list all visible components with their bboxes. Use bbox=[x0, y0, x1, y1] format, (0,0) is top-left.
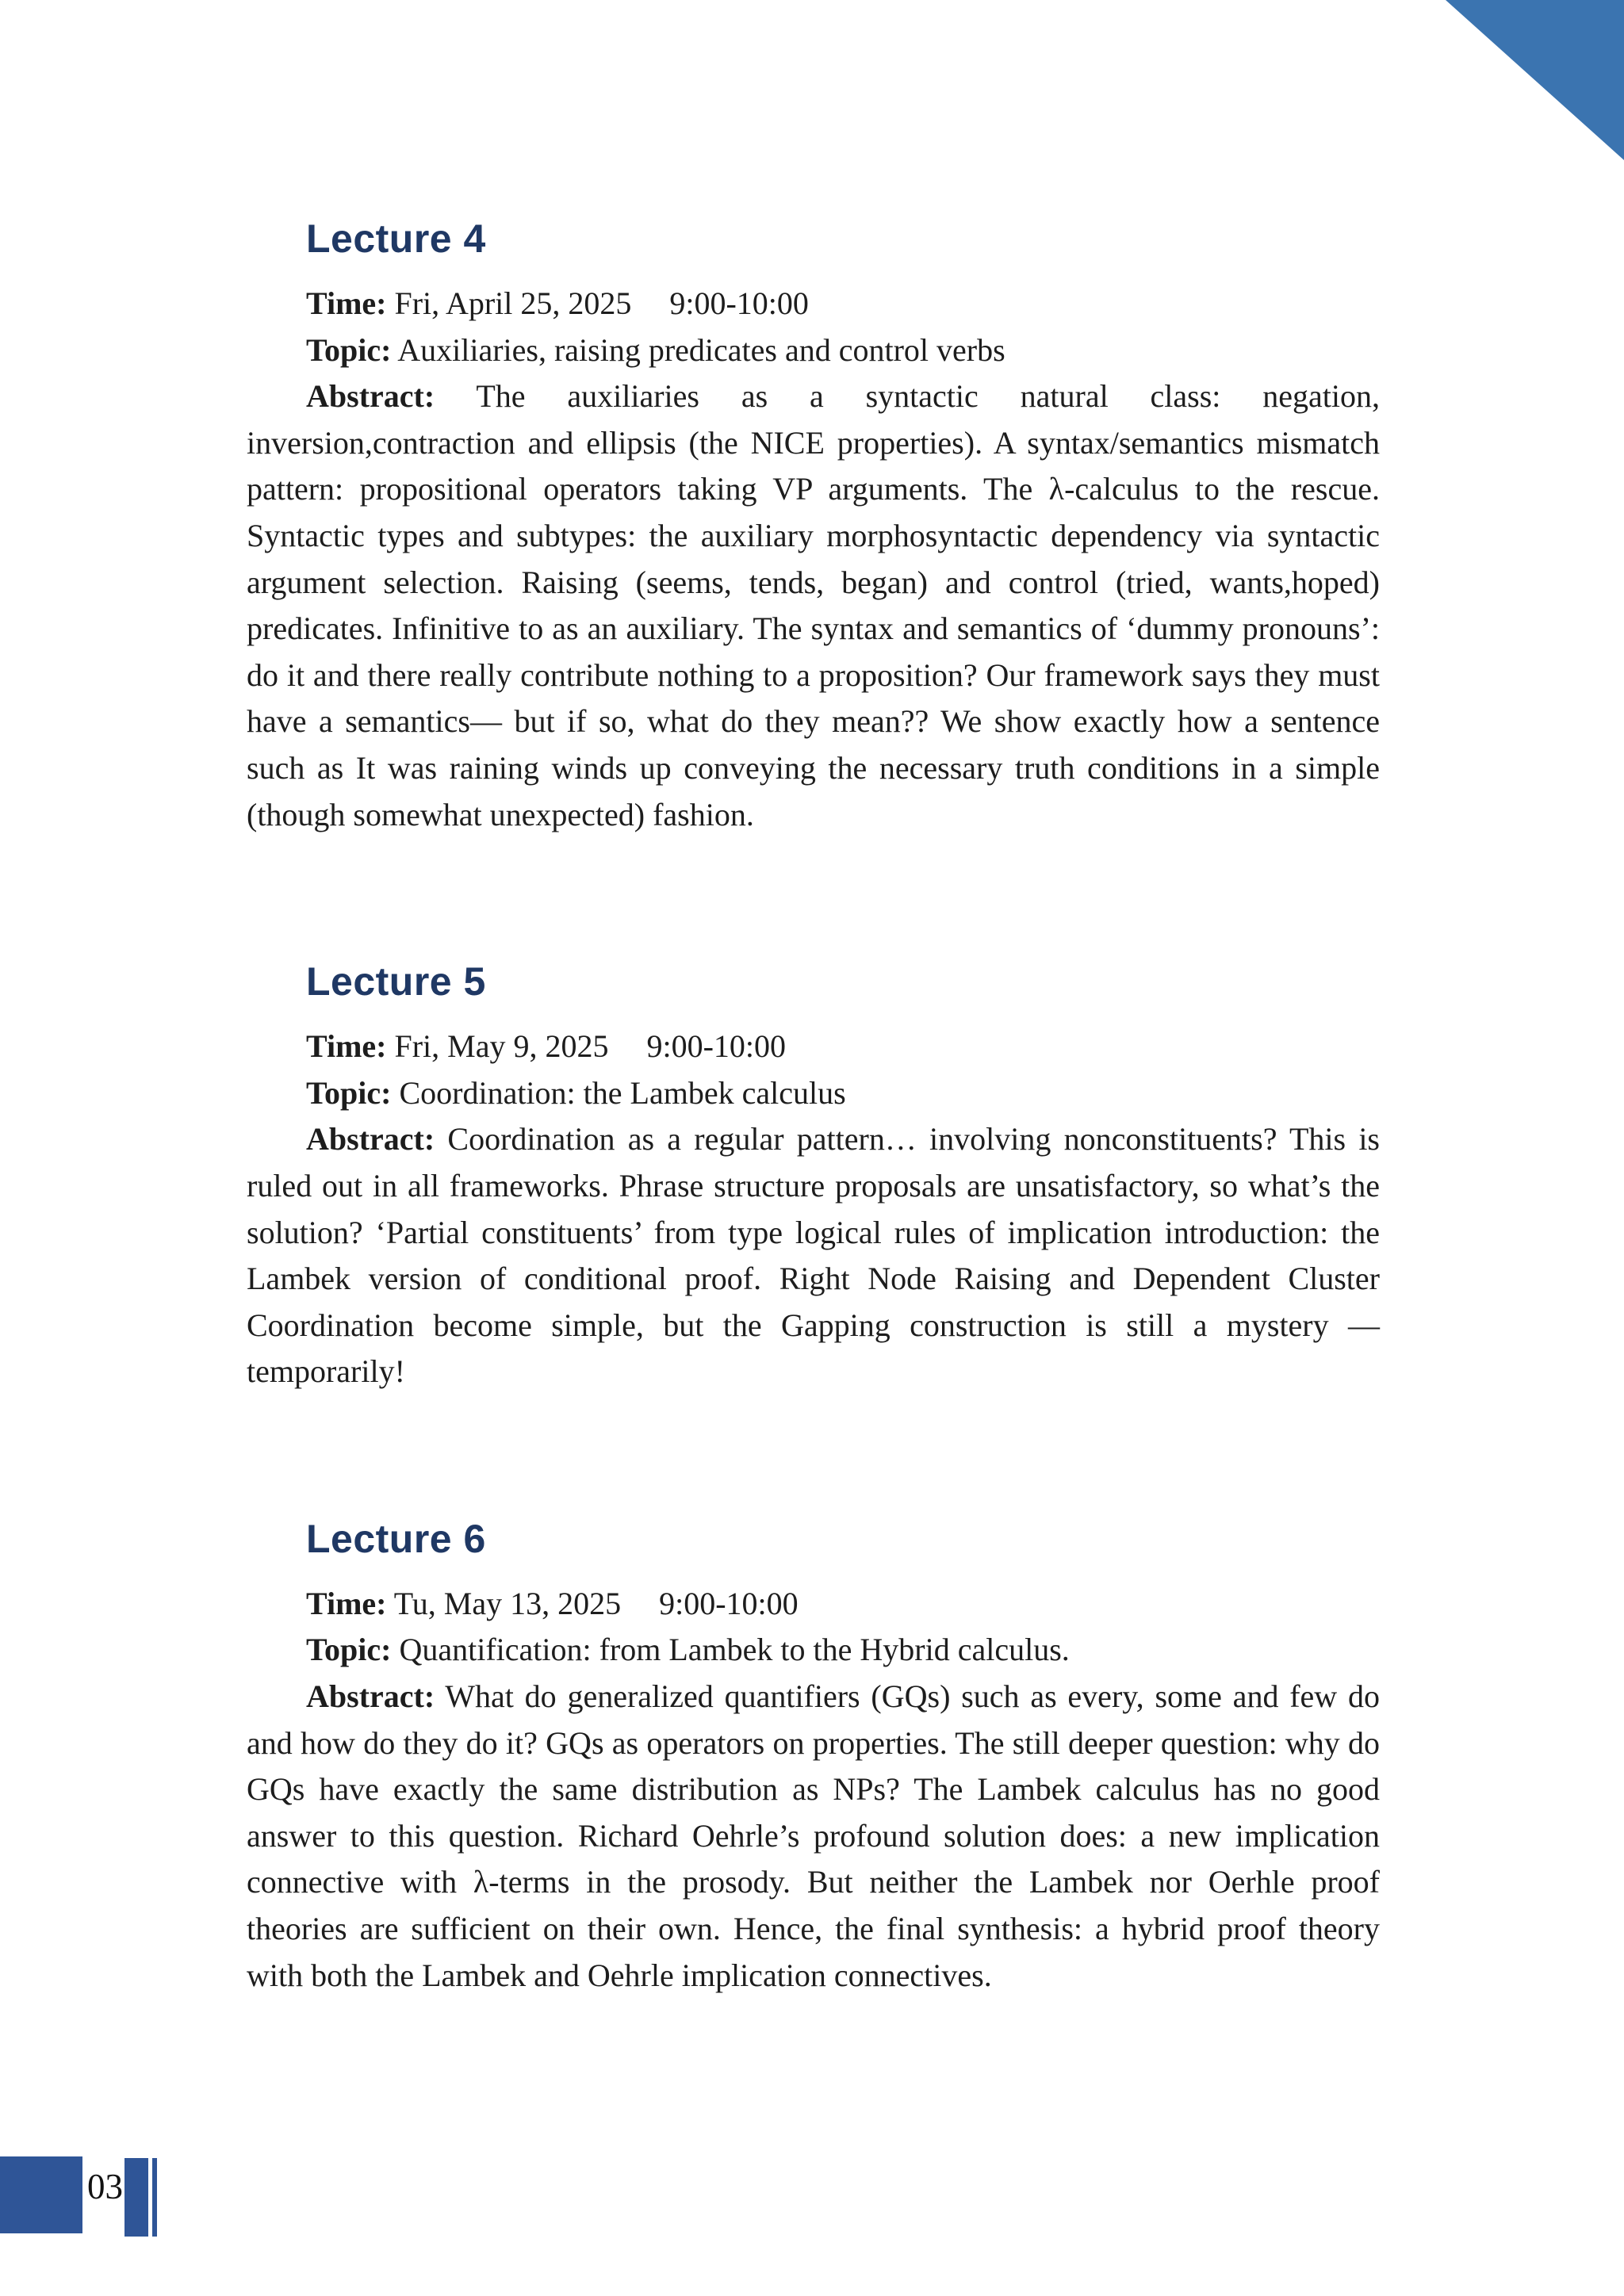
abstract-label: Abstract: bbox=[306, 378, 435, 415]
lecture-title: Lecture 4 bbox=[306, 216, 486, 261]
time-range: 9:00-10:00 bbox=[669, 285, 809, 321]
topic-label: Topic: bbox=[306, 331, 392, 368]
lecture-time-line bbox=[247, 281, 1380, 327]
time-label: Time: bbox=[306, 1028, 387, 1065]
time-date: Fri, April 25, 2025 bbox=[394, 285, 632, 321]
lecture-abstract bbox=[247, 1674, 1380, 1999]
abstract-text: What do generalized quantifiers (GQs) such as every, some and few do and how do they do it? GQs as operators on properties. The still deeper question: why do GQs have exactly the same distribution as NPs? The Lambek calculus has no good answer to this question. Richard Oehrle’s profound solution does: a new implication connective with λ-terms in the prosody. But neither the Lambek nor Oerhle proof theories are sufficient on their own. Hence, the final synthesis: a hybrid proof theory with both the Lambek and Oehrle implication connectives. bbox=[247, 1678, 1380, 1993]
topic-label: Topic: bbox=[306, 1074, 392, 1111]
topic-text: Auxiliaries, raising predicates and control verbs bbox=[397, 331, 1005, 368]
corner-triangle-decoration bbox=[1446, 0, 1624, 160]
footer-accent-line bbox=[152, 2158, 157, 2237]
lecture-topic-line bbox=[247, 327, 1380, 374]
time-range: 9:00-10:00 bbox=[646, 1028, 787, 1065]
time-label: Time: bbox=[306, 285, 387, 321]
footer-accent-block bbox=[0, 2156, 82, 2233]
lecture-section-6 bbox=[247, 1516, 1380, 1999]
lecture-title: Lecture 6 bbox=[306, 1516, 486, 1561]
time-range: 9:00-10:00 bbox=[659, 1585, 799, 1621]
lecture-time-line bbox=[247, 1581, 1380, 1628]
lecture-topic-line bbox=[247, 1070, 1380, 1117]
time-label: Time: bbox=[306, 1585, 387, 1621]
topic-text: Coordination: the Lambek calculus bbox=[399, 1074, 846, 1111]
abstract-label: Abstract: bbox=[306, 1121, 435, 1158]
footer-accent-bar bbox=[124, 2158, 148, 2237]
time-date: Fri, May 9, 2025 bbox=[394, 1028, 609, 1065]
lecture-abstract bbox=[247, 373, 1380, 838]
lecture-section-4 bbox=[247, 216, 1380, 838]
topic-label: Topic: bbox=[306, 1632, 392, 1668]
lecture-section-5 bbox=[247, 959, 1380, 1395]
lecture-time-line bbox=[247, 1024, 1380, 1070]
lecture-list bbox=[247, 0, 1380, 2119]
abstract-text: The auxiliaries as a syntactic natural class: negation, inversion,contraction and ellipsis (the NICE properties). A syntax/semantics mismatch pattern: propositional operators taking VP arguments. The λ-calculus to the rescue. Syntactic types and subtypes: the auxiliary morphosyntactic dependency via syntactic argument selection. Raising (seems, tends, began) and control (tried, wants,hoped) predicates. Infinitive to as an auxiliary. The syntax and semantics of ‘dummy pronouns’: do it and there really contribute nothing to a proposition? Our framework says they must have a semantics— but if so, what do they mean?? We show exactly how a sentence such as It was raining winds up conveying the necessary truth conditions in a simple (though somewhat unexpected) fashion. bbox=[247, 378, 1381, 832]
lecture-topic-line bbox=[247, 1627, 1380, 1674]
lecture-title: Lecture 5 bbox=[306, 959, 486, 1004]
abstract-text: Coordination as a regular pattern… involving nonconstituents? This is ruled out in all frameworks. Phrase structure proposals are unsatisfactory, so what’s the solution? ‘Partial constituents’ from type logical rules of implication introduction: the Lambek version of conditional proof. Right Node Raising and Dependent Cluster Coordination become simple, but the Gapping construction is still a mystery — temporarily! bbox=[247, 1121, 1380, 1390]
abstract-label: Abstract: bbox=[306, 1678, 435, 1715]
lecture-abstract bbox=[247, 1116, 1380, 1395]
time-date: Tu, May 13, 2025 bbox=[393, 1585, 622, 1621]
page-number: 03 bbox=[87, 2167, 123, 2206]
topic-text: Quantification: from Lambek to the Hybrid calculus. bbox=[399, 1632, 1070, 1668]
